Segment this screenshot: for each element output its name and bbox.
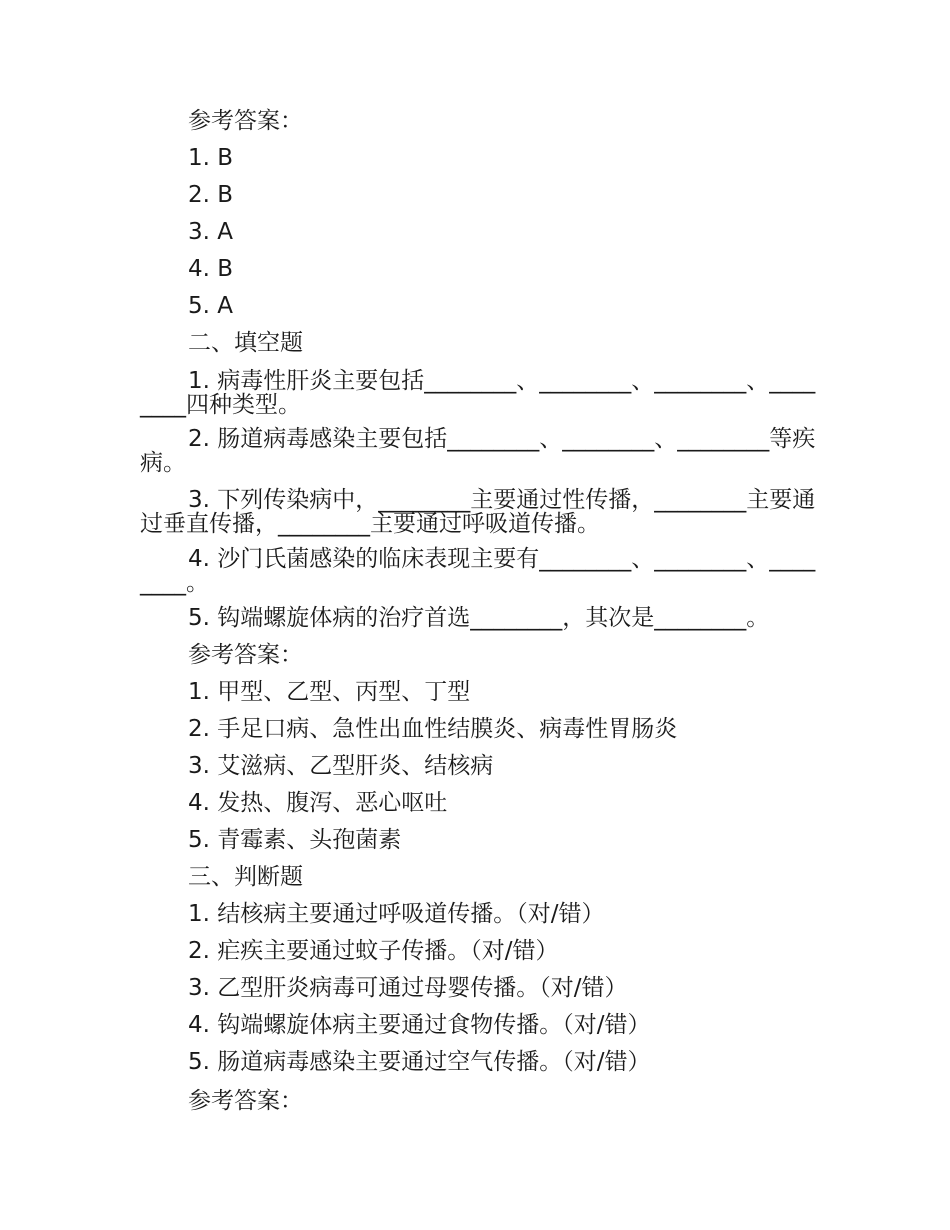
answer-item: 5. 青霉素、头孢菌素	[188, 827, 402, 853]
fill-blank-question: 2. 肠道病毒感染主要包括________、________、________等疾病。	[140, 426, 816, 476]
answer-item: 5. A	[188, 293, 233, 319]
answers-heading-2: 参考答案：	[188, 642, 303, 668]
answer-item: 4. 发热、腹泻、恶心呕吐	[188, 790, 448, 816]
answer-item: 2. B	[188, 182, 234, 208]
answers-heading-1: 参考答案：	[188, 108, 303, 134]
answer-item: 3. A	[188, 219, 233, 245]
answer-item: 1. B	[188, 145, 234, 171]
true-false-question: 5. 肠道病毒感染主要通过空气传播。（对/错）	[188, 1049, 651, 1075]
true-false-question: 4. 钩端螺旋体病主要通过食物传播。（对/错）	[188, 1012, 651, 1038]
fill-blank-question: 4. 沙门氏菌感染的临床表现主要有________、________、________。	[140, 546, 816, 596]
true-false-question: 3. 乙型肝炎病毒可通过母婴传播。（对/错）	[188, 975, 628, 1001]
answer-item: 1. 甲型、乙型、丙型、丁型	[188, 679, 471, 705]
answer-item: 4. B	[188, 256, 234, 282]
answer-item: 3. 艾滋病、乙型肝炎、结核病	[188, 753, 494, 779]
true-false-question: 2. 疟疾主要通过蚊子传播。（对/错）	[188, 938, 559, 964]
answer-item: 2. 手足口病、急性出血性结膜炎、病毒性胃肠炎	[188, 716, 678, 742]
fill-blank-question: 5. 钩端螺旋体病的治疗首选________，其次是________。	[188, 605, 770, 631]
answers-heading-3: 参考答案：	[188, 1088, 303, 1114]
fill-blank-question: 3. 下列传染病中，________主要通过性传播，________主要通过垂直传播，________主要通过呼吸道传播。	[140, 487, 816, 537]
fill-blank-heading: 二、填空题	[188, 330, 303, 356]
fill-blank-question: 1. 病毒性肝炎主要包括________、________、________、________四种类型。	[140, 368, 816, 418]
true-false-heading: 三、判断题	[188, 864, 303, 890]
true-false-question: 1. 结核病主要通过呼吸道传播。（对/错）	[188, 901, 605, 927]
